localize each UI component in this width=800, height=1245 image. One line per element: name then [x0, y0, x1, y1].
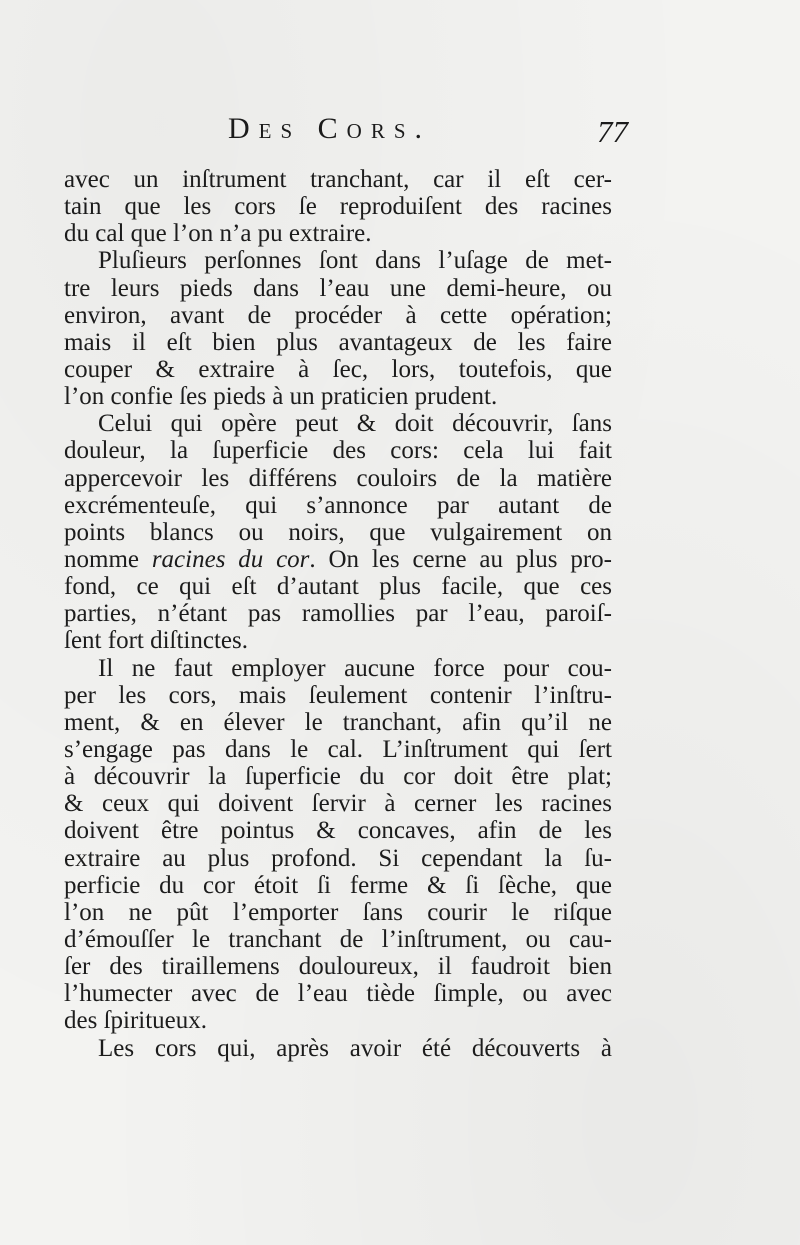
text-line: & ceux qui doivent ſervir à cerner les racines — [64, 790, 612, 818]
text-segment: nomme — [64, 545, 152, 573]
text-line: ſer des tiraillemens douloureux, il faudroit bien — [64, 953, 612, 981]
text-line: tre leurs pieds dans l’eau une demi-heure, ou — [64, 274, 612, 302]
text-line: ſent fort diſtinctes. — [64, 627, 248, 655]
text-line: s’engage pas dans le cal. L’inſtrument qui ſert — [64, 735, 612, 763]
text-line: tain que les cors ſe reproduiſent des racines — [64, 193, 612, 221]
text-line: points blancs ou noirs, que vulgairement on — [64, 518, 612, 546]
italic-term: racines du cor — [151, 545, 310, 573]
text-line: Celui qui opère peut & doit découvrir, ſans — [98, 410, 612, 438]
text-line: l’on confie ſes pieds à un praticien prudent. — [64, 383, 498, 411]
text-line: douleur, la ſuperficie des cors: cela lui fait — [64, 437, 612, 465]
text-line: parties, n’étant pas ramollies par l’eau, paroiſ- — [64, 600, 612, 628]
text-line: avec un inſtrument tranchant, car il eſt cer- — [64, 166, 612, 193]
text-line: mais il eſt bien plus avantageux de les faire — [64, 328, 612, 356]
text-line: couper & extraire à ſec, lors, toutefois, que — [64, 355, 612, 383]
text-line: extraire au plus profond. Si cependant la ſu- — [64, 844, 612, 872]
body-text — [64, 166, 612, 1062]
text-line: Pluſieurs perſonnes ſont dans l’uſage de met- — [98, 247, 612, 275]
text-line: d’émouſſer le tranchant de l’inſtrument, ou cau- — [64, 925, 612, 953]
page-number: 77 — [597, 114, 628, 149]
text-line: du cal que l’on n’a pu extraire. — [64, 220, 372, 248]
text-line: per les cors, mais ſeulement contenir l’inſtru- — [64, 681, 612, 709]
text-line: l’humecter avec de l’eau tiède ſimple, ou avec — [64, 980, 612, 1008]
text-line: à découvrir la ſuperficie du cor doit être plat; — [64, 763, 612, 791]
text-line: l’on ne pût l’emporter ſans courir le riſque — [64, 898, 612, 926]
text-line: Il ne faut employer aucune force pour cou- — [98, 654, 612, 682]
text-segment: . On les cerne au plus pro- — [309, 545, 612, 573]
text-line — [64, 546, 612, 573]
running-head: Des Cors. — [228, 112, 432, 145]
page-header — [228, 112, 628, 156]
text-line: ment, & en élever le tranchant, afin qu’il ne — [64, 708, 612, 736]
text-line: doivent être pointus & concaves, afin de les — [64, 817, 612, 845]
text-line: fond, ce qui eſt d’autant plus facile, que ces — [64, 573, 612, 601]
text-line: perficie du cor étoit ſi ferme & ſi ſèche, que — [64, 871, 612, 899]
text-line: environ, avant de procéder à cette opération; — [64, 301, 612, 329]
text-line: appercevoir les différens couloirs de la matière — [64, 464, 612, 492]
text-line: des ſpiritueux. — [64, 1007, 208, 1035]
text-line: excrémenteuſe, qui s’annonce par autant de — [64, 491, 612, 519]
text-line: Les cors qui, après avoir été découverts à — [98, 1034, 612, 1062]
